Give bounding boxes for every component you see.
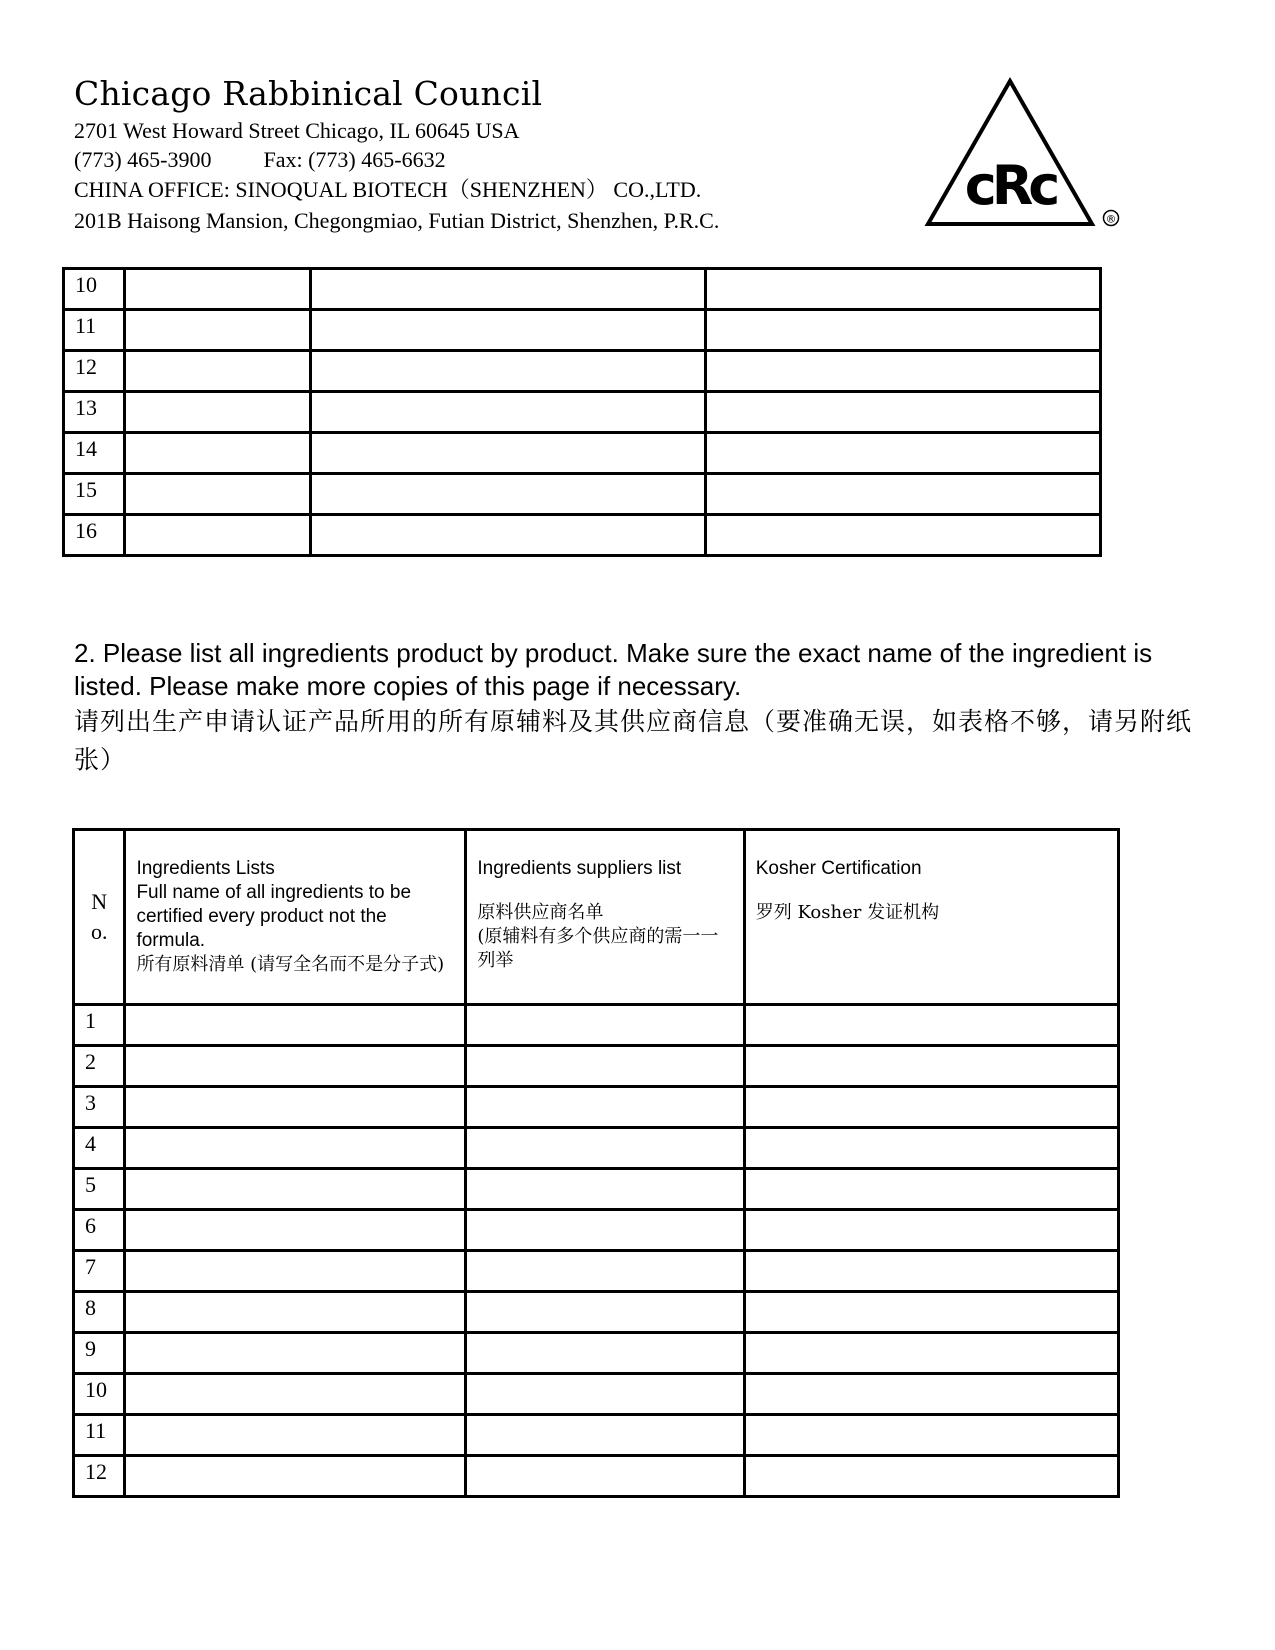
- entry-cell[interactable]: [311, 351, 706, 392]
- china-address: 201B Haisong Mansion, Chegongmiao, Futian District, Shenzhen, P.R.C.: [74, 208, 720, 233]
- entry-cell[interactable]: [466, 1128, 744, 1169]
- ingredients-table-header: [74, 830, 1119, 1005]
- entry-cell[interactable]: [744, 1169, 1118, 1210]
- entry-cell[interactable]: [311, 515, 706, 556]
- entry-cell[interactable]: [466, 1251, 744, 1292]
- phone-number: (773) 465-3900: [74, 147, 212, 172]
- header-kosher-zh: 罗列 Kosher 发证机构: [755, 902, 940, 923]
- table-row: [74, 1005, 1119, 1046]
- registered-mark: ®: [1105, 212, 1117, 226]
- entry-cell[interactable]: [125, 1251, 466, 1292]
- entry-cell[interactable]: [706, 310, 1101, 351]
- entry-cell[interactable]: [466, 1415, 744, 1456]
- table-row: [74, 1251, 1119, 1292]
- entry-cell[interactable]: [125, 1128, 466, 1169]
- entry-cell[interactable]: [744, 1333, 1118, 1374]
- entry-cell[interactable]: [744, 1046, 1118, 1087]
- table-row: [74, 1210, 1119, 1251]
- header-no-label: N o.: [90, 889, 108, 944]
- entry-cell[interactable]: [744, 1292, 1118, 1333]
- logo-text: cRc: [964, 154, 1056, 217]
- entry-cell[interactable]: [125, 1292, 466, 1333]
- header-kosher: [744, 830, 1118, 1005]
- row-number: 13: [64, 392, 125, 433]
- row-number: 3: [74, 1087, 125, 1128]
- row-number: 4: [74, 1128, 125, 1169]
- row-number: 6: [74, 1210, 125, 1251]
- entry-cell[interactable]: [706, 474, 1101, 515]
- entry-cell[interactable]: [124, 269, 310, 310]
- entry-cell[interactable]: [124, 433, 310, 474]
- entry-cell[interactable]: [124, 310, 310, 351]
- row-number: 11: [74, 1415, 125, 1456]
- entry-cell[interactable]: [466, 1005, 744, 1046]
- product-table: [62, 267, 1102, 557]
- header-ingredients: [125, 830, 466, 1005]
- row-number: 16: [64, 515, 125, 556]
- entry-cell[interactable]: [125, 1046, 466, 1087]
- entry-cell[interactable]: [466, 1333, 744, 1374]
- address-line: 2701 West Howard Street Chicago, IL 60645 USA: [74, 118, 520, 143]
- row-number: 12: [64, 351, 125, 392]
- table-row: [64, 351, 1101, 392]
- table-row: [74, 1333, 1119, 1374]
- table-row: [64, 310, 1101, 351]
- contact-line: [74, 146, 446, 174]
- org-title: Chicago Rabbinical Council: [74, 74, 543, 113]
- row-number: 5: [74, 1169, 125, 1210]
- header-suppliers-zh: 原料供应商名单: [477, 902, 604, 923]
- entry-cell[interactable]: [466, 1456, 744, 1497]
- instruction-en: 2. Please list all ingredients product by product. Make sure the exact name of the ingredient is listed. Please make more copies of this page if necessary.: [74, 638, 1153, 701]
- fax-number: Fax: (773) 465-6632: [263, 147, 446, 172]
- entry-cell[interactable]: [125, 1415, 466, 1456]
- entry-cell[interactable]: [744, 1128, 1118, 1169]
- table-row: [64, 392, 1101, 433]
- row-number: 7: [74, 1251, 125, 1292]
- table-row: [74, 1374, 1119, 1415]
- header-ingredients-zh: 所有原料清单 (请写全名而不是分子式): [136, 954, 445, 975]
- table-row: [64, 515, 1101, 556]
- row-number: 12: [74, 1456, 125, 1497]
- table-row: [74, 1292, 1119, 1333]
- ingredients-table: [72, 828, 1120, 1498]
- table-row: [64, 474, 1101, 515]
- table-row: [74, 1087, 1119, 1128]
- entry-cell[interactable]: [311, 433, 706, 474]
- row-number: 11: [64, 310, 125, 351]
- entry-cell[interactable]: [706, 433, 1101, 474]
- entry-cell[interactable]: [706, 269, 1101, 310]
- table-row: [74, 1046, 1119, 1087]
- row-number: 10: [64, 269, 125, 310]
- entry-cell[interactable]: [124, 392, 310, 433]
- table-row: [74, 1128, 1119, 1169]
- entry-cell[interactable]: [125, 1005, 466, 1046]
- row-number: 9: [74, 1333, 125, 1374]
- entry-cell[interactable]: [466, 1087, 744, 1128]
- entry-cell[interactable]: [125, 1210, 466, 1251]
- header-ingredients-title: Ingredients Lists: [136, 858, 275, 879]
- entry-cell[interactable]: [125, 1087, 466, 1128]
- entry-cell[interactable]: [744, 1251, 1118, 1292]
- entry-cell[interactable]: [311, 392, 706, 433]
- entry-cell[interactable]: [466, 1292, 744, 1333]
- entry-cell[interactable]: [466, 1169, 744, 1210]
- table-row: [74, 1456, 1119, 1497]
- entry-cell[interactable]: [125, 1169, 466, 1210]
- entry-cell[interactable]: [744, 1456, 1118, 1497]
- entry-cell[interactable]: [311, 474, 706, 515]
- entry-cell[interactable]: [744, 1374, 1118, 1415]
- header-ingredients-desc: Full name of all ingredients to be certified every product not the formula.: [136, 882, 412, 951]
- header-suppliers-zh-note: (原辅料有多个供应商的需一一列举: [477, 926, 719, 971]
- table-row: [74, 1169, 1119, 1210]
- crc-logo-icon: [922, 76, 1122, 241]
- entry-cell[interactable]: [744, 1415, 1118, 1456]
- row-number: 1: [74, 1005, 125, 1046]
- entry-cell[interactable]: [706, 515, 1101, 556]
- header-kosher-title: Kosher Certification: [755, 858, 922, 879]
- entry-cell[interactable]: [466, 1046, 744, 1087]
- entry-cell[interactable]: [744, 1210, 1118, 1251]
- row-number: 2: [74, 1046, 125, 1087]
- row-number: 8: [74, 1292, 125, 1333]
- header-no: [74, 830, 125, 1005]
- table-row: [64, 433, 1101, 474]
- table-row: [74, 1415, 1119, 1456]
- instruction-zh: 请列出生产申请认证产品所用的所有原辅料及其供应商信息（要准确无误，如表格不够，请另附纸张）: [74, 707, 1193, 774]
- entry-cell[interactable]: [311, 269, 706, 310]
- entry-cell[interactable]: [124, 515, 310, 556]
- entry-cell[interactable]: [311, 310, 706, 351]
- entry-cell[interactable]: [125, 1456, 466, 1497]
- entry-cell[interactable]: [124, 474, 310, 515]
- row-number: 10: [74, 1374, 125, 1415]
- entry-cell[interactable]: [124, 351, 310, 392]
- entry-cell[interactable]: [744, 1005, 1118, 1046]
- entry-cell[interactable]: [706, 392, 1101, 433]
- entry-cell[interactable]: [744, 1087, 1118, 1128]
- entry-cell[interactable]: [706, 351, 1101, 392]
- table-row: [64, 269, 1101, 310]
- china-office: CHINA OFFICE: SINOQUAL BIOTECH（SHENZHEN） CO.,LTD.: [74, 177, 702, 202]
- header-suppliers-title: Ingredients suppliers list: [477, 858, 682, 879]
- entry-cell[interactable]: [125, 1333, 466, 1374]
- row-number: 14: [64, 433, 125, 474]
- entry-cell[interactable]: [466, 1374, 744, 1415]
- row-number: 15: [64, 474, 125, 515]
- entry-cell[interactable]: [466, 1210, 744, 1251]
- entry-cell[interactable]: [125, 1374, 466, 1415]
- header-suppliers: [466, 830, 744, 1005]
